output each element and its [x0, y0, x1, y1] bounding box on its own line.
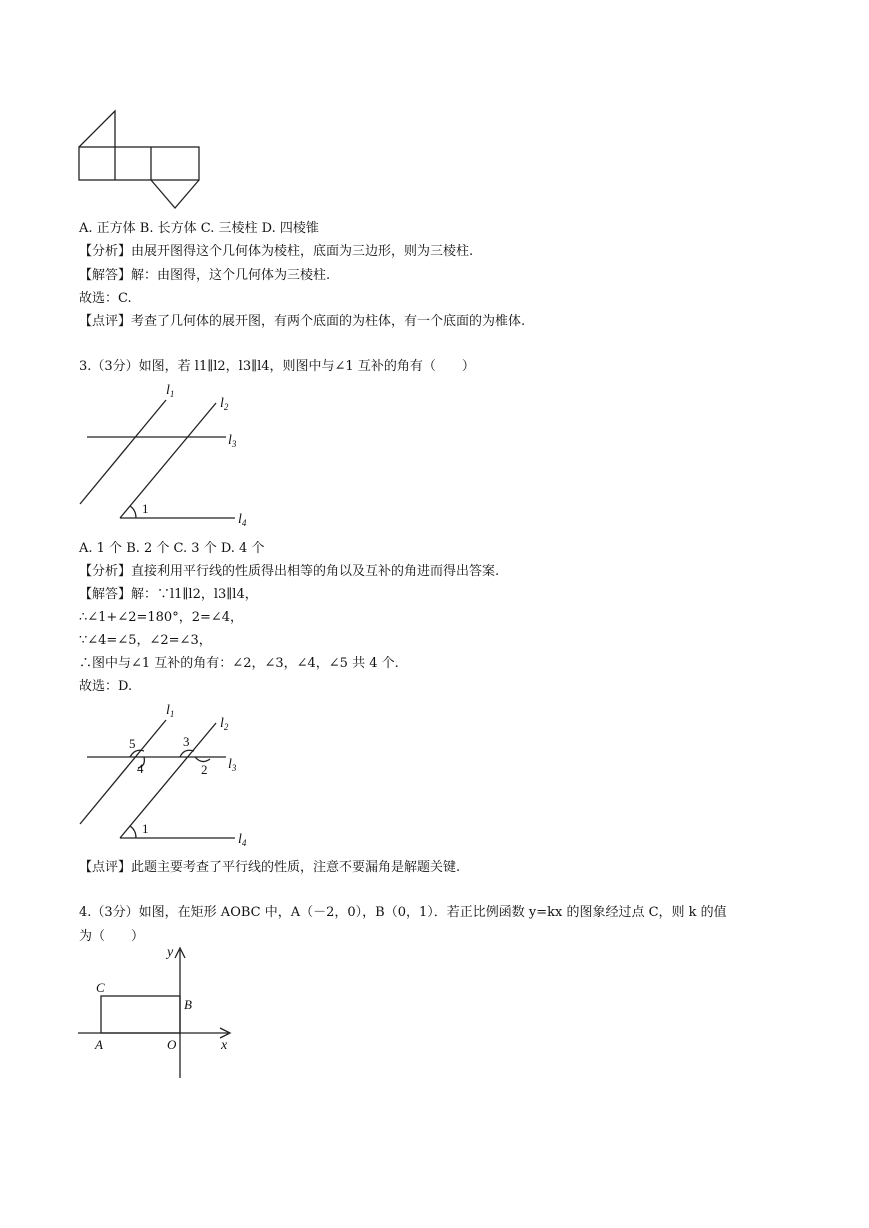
q2-options: A. 正方体 B. 长方体 C. 三棱柱 D. 四棱锥: [79, 221, 319, 236]
q3-question: 3.（3分）如图，若 l1∥l2，l3∥l4，则图中与∠1 互补的角有（ ）: [79, 359, 475, 374]
q4-coordinate-figure: [70, 940, 250, 1082]
q3-sol-label-l4: $l_4$: [238, 832, 247, 848]
q3-sol-label-l1: $l_1$: [166, 703, 175, 719]
q4-label-O: O: [167, 1037, 177, 1052]
q3-parallel-lines-figure: [70, 378, 270, 530]
q4-label-x: x: [221, 1038, 228, 1053]
q3-label-l2: $l_2$: [220, 396, 229, 412]
prism-net-figure: [70, 105, 210, 215]
q3-analysis: 【分析】直接利用平行线的性质得出相等的角以及互补的角进而得出答案.: [79, 564, 500, 579]
q2-comment: 【点评】考查了几何体的展开图，有两个底面的为柱体，有一个底面的为椎体.: [79, 314, 526, 329]
q2-solution: 【解答】解：由图得，这个几何体为三棱柱.: [79, 268, 331, 283]
q3-label-l4: $l_4$: [238, 512, 247, 528]
q4-label-C: C: [96, 980, 105, 995]
q4-question-line-2: 为（ ）: [79, 929, 145, 944]
q3-label-l3: $l_3$: [228, 433, 237, 449]
q3-options: A. 1 个 B. 2 个 C. 3 个 D. 4 个: [79, 541, 265, 556]
q3-sol-label-angle4: 4: [137, 761, 144, 776]
q3-solution-figure: [70, 698, 270, 850]
q2-answer: 故选：C.: [79, 291, 132, 306]
q3-sol-label-angle2: 2: [201, 762, 208, 777]
q3-comment: 【点评】此题主要考查了平行线的性质，注意不要漏角是解题关键.: [79, 860, 461, 875]
q3-sol-label-angle5: 5: [129, 736, 136, 751]
q3-solution-line-3: ∵∠4=∠5，∠2=∠3，: [79, 633, 212, 648]
q3-solution-line-4: ∴图中与∠1 互补的角有：∠2，∠3，∠4，∠5 共 4 个.: [79, 656, 399, 671]
q4-label-y: y: [167, 945, 174, 960]
q3-sol-label-angle3: 3: [183, 734, 190, 749]
q4-label-B: B: [184, 997, 192, 1012]
q4-question-line-1: 4.（3分）如图，在矩形 AOBC 中，A（－2，0），B（0，1）．若正比例函数 y=kx 的图象经过点 C，则 k 的值: [79, 905, 727, 920]
q3-sol-label-angle1: 1: [142, 821, 149, 836]
q4-label-A: A: [95, 1037, 103, 1052]
q3-solution-line-1: 【解答】解：∵l1∥l2，l3∥l4，: [79, 587, 258, 602]
q3-sol-label-l2: $l_2$: [220, 716, 229, 732]
q3-solution-line-2: ∴∠1+∠2=180°，2=∠4，: [79, 610, 244, 625]
q3-label-angle1: 1: [142, 501, 149, 516]
q2-analysis: 【分析】由展开图得这个几何体为棱柱，底面为三边形，则为三棱柱.: [79, 244, 474, 259]
q3-answer: 故选：D.: [79, 679, 133, 694]
q3-sol-label-l3: $l_3$: [228, 757, 237, 773]
q3-label-l1: $l_1$: [166, 383, 175, 399]
